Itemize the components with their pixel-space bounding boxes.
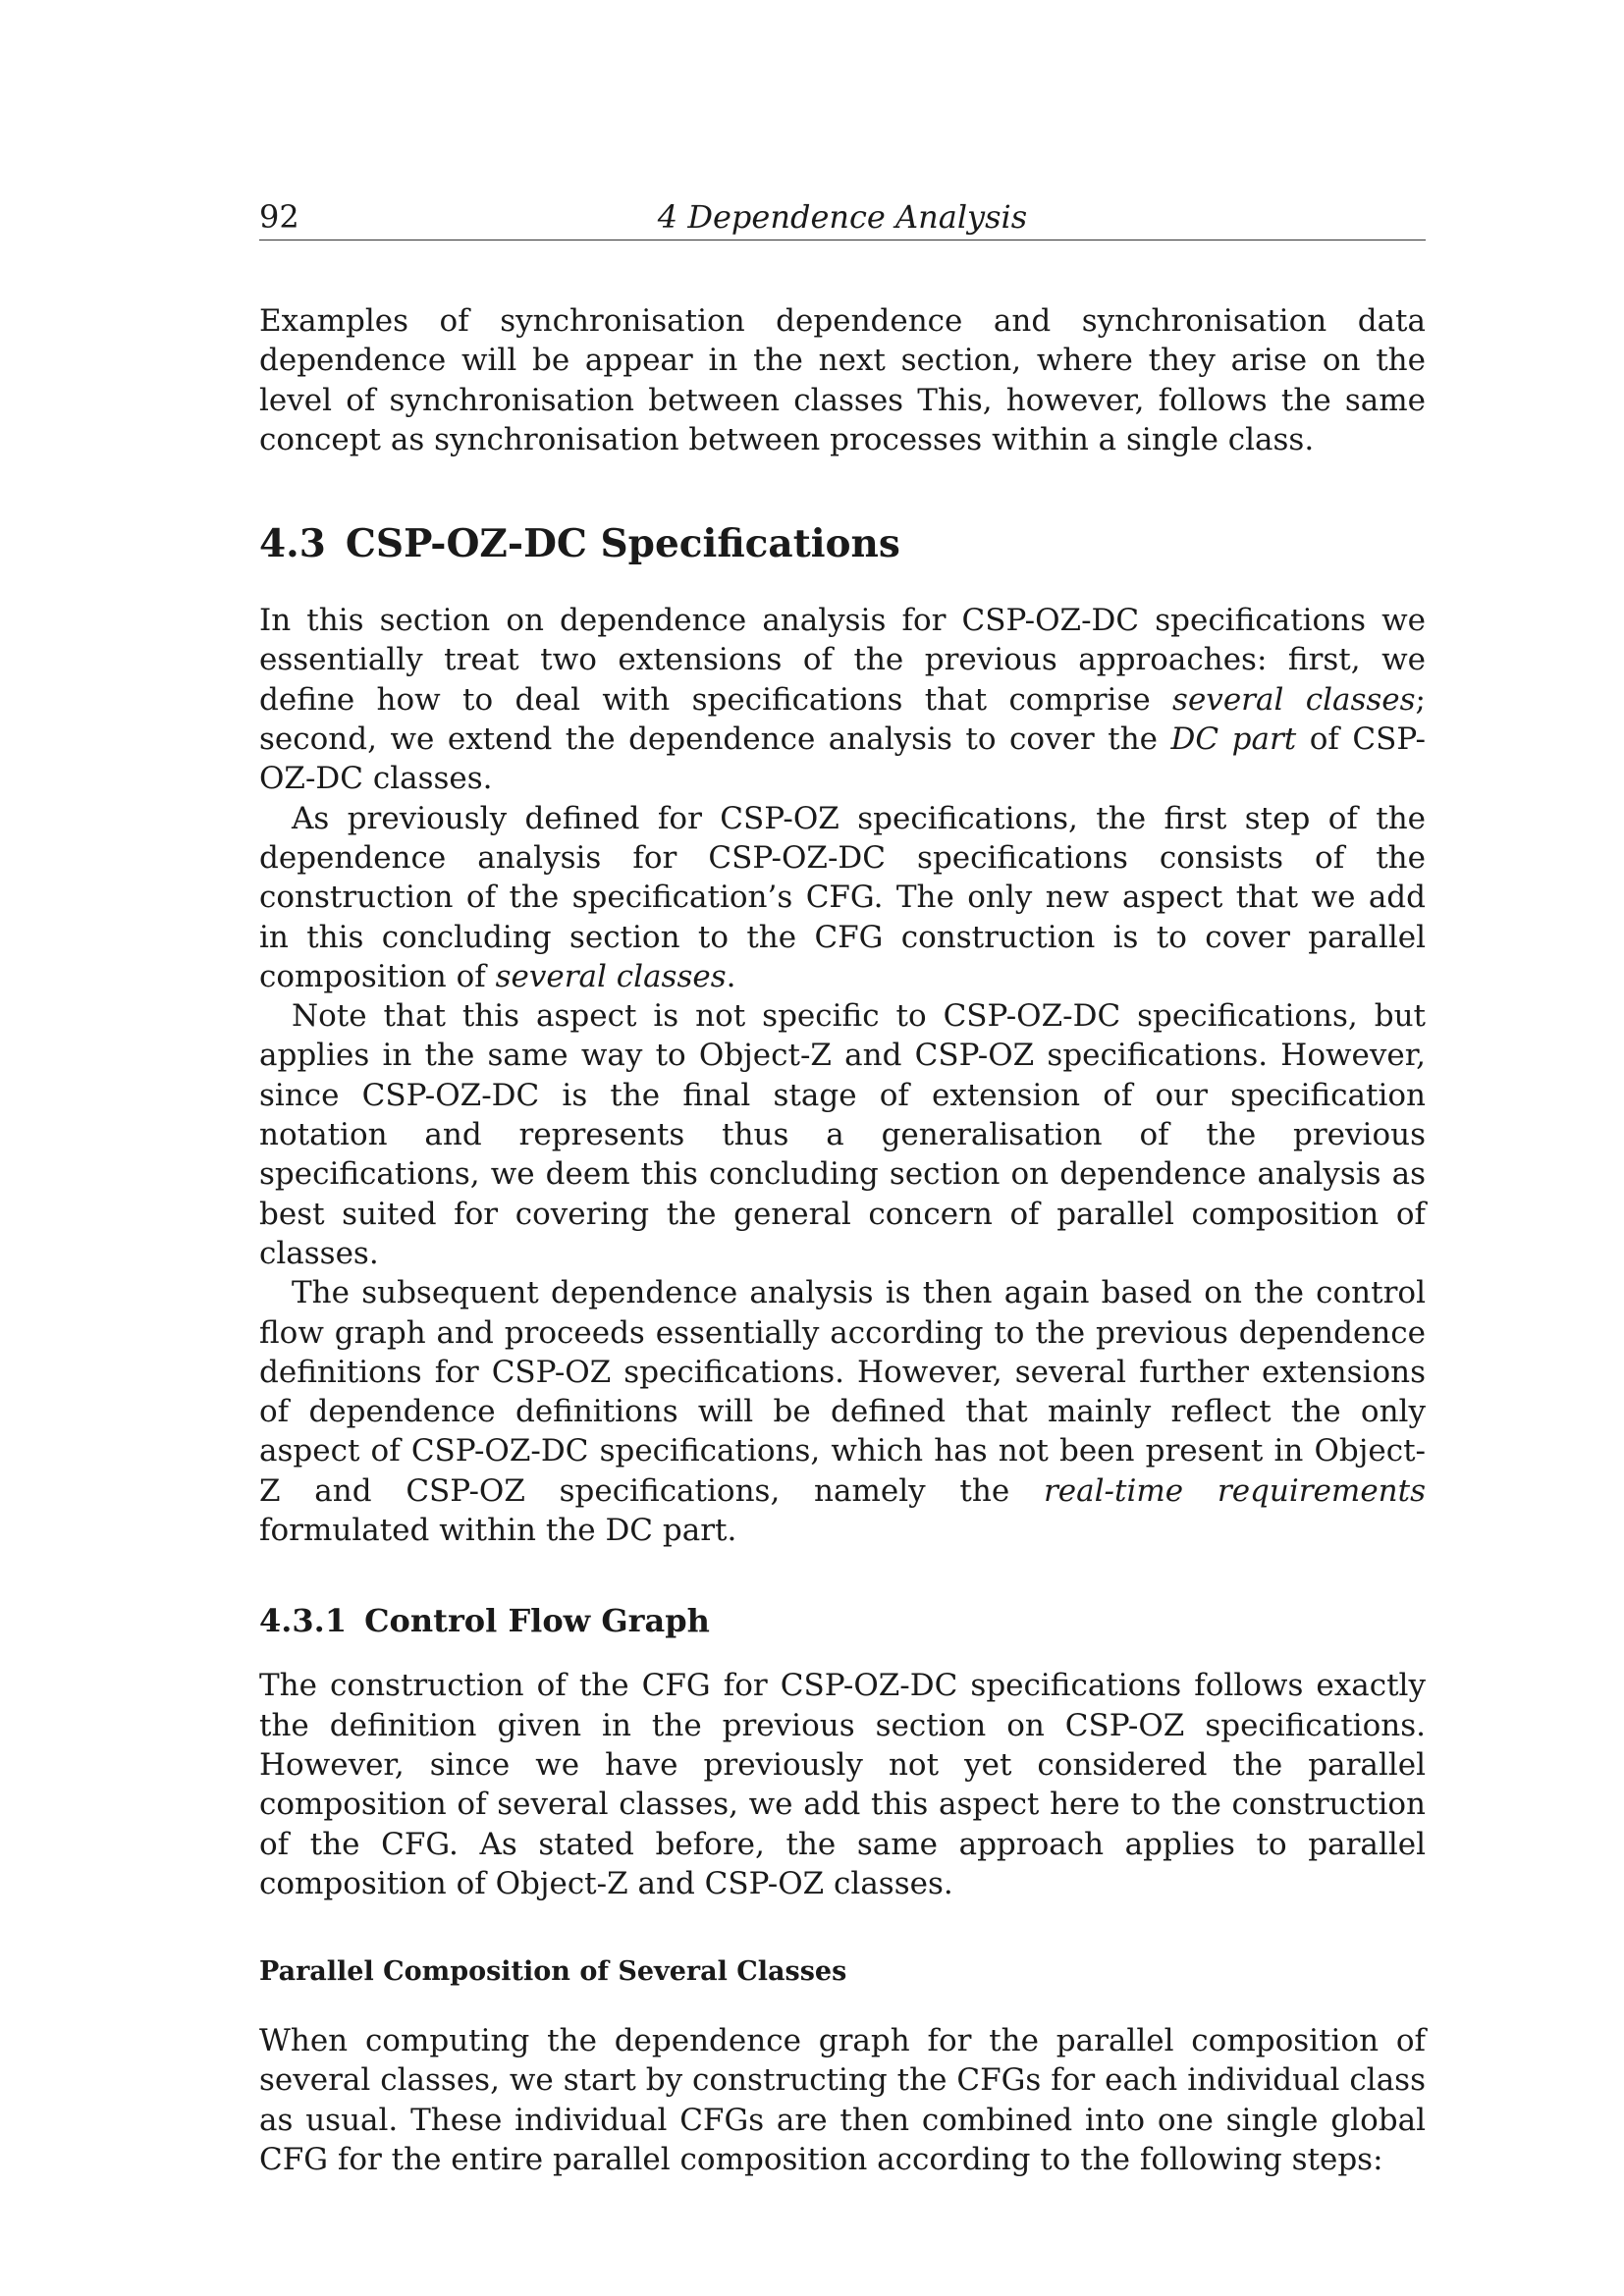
subsection-number: 4.3.1	[259, 1602, 348, 1640]
emphasis: several classes	[495, 958, 727, 994]
running-head	[259, 194, 1426, 240]
text-run: The subsequent dependence analysis is then again based on the control flow graph and proceeds essentially according to the previous dependence definitions for CSP-OZ specifications. However, several further extensions of dependence definitions will be defined that mainly reflect the only aspect of CSP-OZ-DC specifications, which has not been present in Object-Z and CSP-OZ specifications, namely the	[259, 1275, 1426, 1509]
emphasis: real-time requirements	[1043, 1472, 1426, 1509]
subsection-heading	[259, 1601, 1426, 1640]
section-paragraph-4	[259, 1273, 1426, 1550]
section-paragraph-1	[259, 601, 1426, 798]
text-run: In this section on dependence analysis for CSP-OZ-DC specifications we essentially treat two extensions of the previous approaches: first, we define how to deal with specifications that comprise	[259, 603, 1426, 718]
paragraph-heading: Parallel Composition of Several Classes	[259, 1956, 847, 1988]
section-title: CSP-OZ-DC Specifications	[345, 521, 900, 567]
text-run: of CSP-OZ-DC classes.	[259, 721, 1427, 797]
page-number: 92	[259, 198, 299, 236]
text-run: ; second, we extend the dependence analysis to cover the	[259, 681, 1426, 758]
chapter-title: 4 Dependence Analysis	[657, 198, 1028, 236]
section-heading	[259, 520, 1426, 567]
section-number: 4.3	[259, 521, 326, 567]
subsection-paragraph-1: The construction of the CFG for CSP-OZ-DC specifications follows exactly the definition given in the previous section on CSP-OZ specifications. However, since we have previously not yet considered the parallel composition of several classes, we add this aspect here to the construction of the CFG. As stated before, the same approach applies to parallel composition of Object-Z and CSP-OZ classes.	[259, 1668, 1426, 1901]
text-run: formulated within the DC part.	[259, 1513, 737, 1549]
text-run: As previously defined for CSP-OZ specifications, the first step of the dependence analysis for CSP-OZ-DC specifications consists of the construction of the specification’s CFG. The only new aspect that we add in this concluding section to the CFG construction is to cover parallel composition of	[259, 800, 1426, 994]
emphasis: several classes	[1172, 681, 1416, 718]
page	[259, 194, 1426, 2179]
paragraph-heading-body: When computing the dependence graph for the parallel composition of several classes, we start by constructing the CFGs for each individual class as usual. These individual CFGs are then combined into one single global CFG for the entire parallel composition according to the following steps:	[259, 2023, 1426, 2177]
section-paragraph-3: Note that this aspect is not specific to CSP-OZ-DC specifications, but applies in the same way to Object-Z and CSP-OZ specifications. However, since CSP-OZ-DC is the final stage of extension of our specification notation and represents thus a generalisation of the previous specifications, we deem this concluding section on dependence analysis as best suited for covering the general concern of parallel composition of classes.	[259, 998, 1426, 1271]
section-paragraph-2	[259, 799, 1426, 996]
text-run: .	[726, 958, 736, 994]
subsection-title: Control Flow Graph	[364, 1602, 710, 1640]
intro-paragraph: Examples of synchronisation dependence and synchronisation data dependence will be appear in the next section, where they arise on the level of synchronisation between classes This, however, follows the same concept as synchronisation between processes within a single class.	[259, 303, 1426, 457]
emphasis: DC part	[1170, 721, 1297, 758]
